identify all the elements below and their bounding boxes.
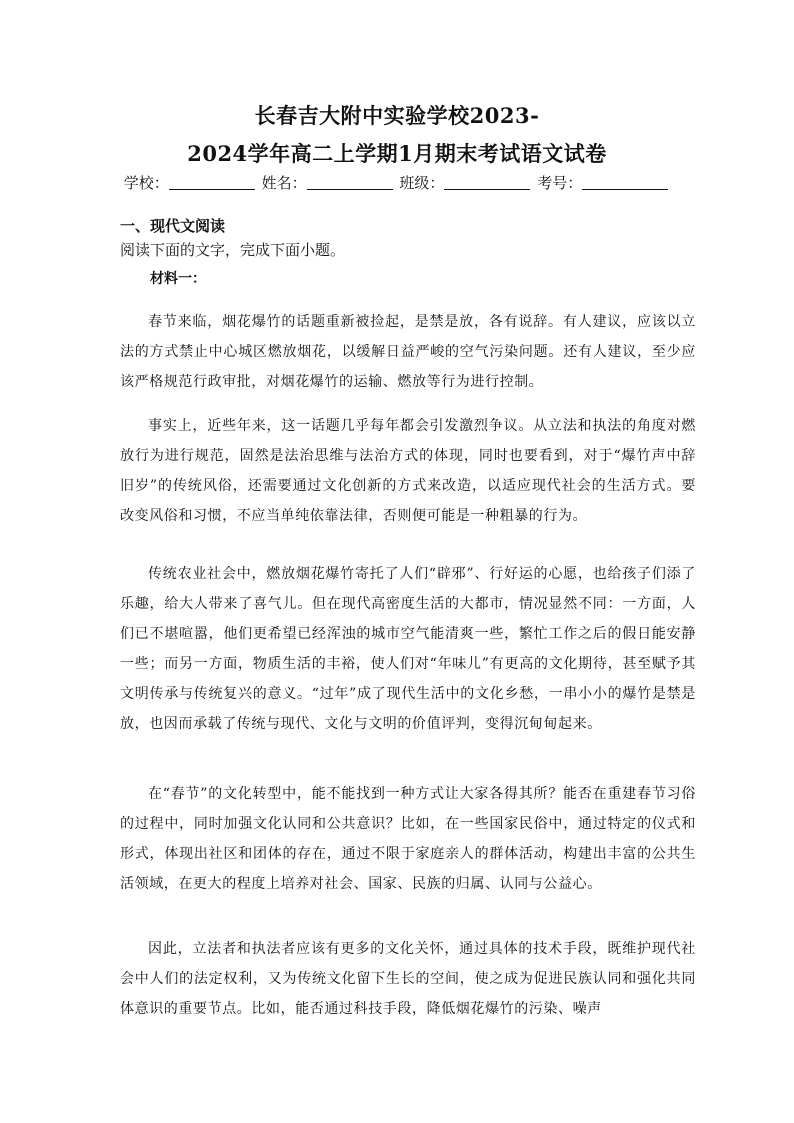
section-heading: 一、现代文阅读 <box>120 217 226 235</box>
paragraph-2: 事实上，近些年来，这一话题几乎每年都会引发激烈争议。从立法和执法的角度对燃放行为进行规范，固然是法治思维与法治方式的体现，同时也要看到，对于“爆竹声中辞旧岁”的传统风俗，还需要通过文化创新的方式来改造，以适应现代社会的生活方式。要改变风俗和习惯，不应当单纯依靠法律，否则便可能是一种粗暴的行为。 <box>120 418 696 524</box>
name-blank <box>307 189 393 190</box>
name-label: 姓名： <box>261 174 307 192</box>
paragraph-3: 传统农业社会中，燃放烟花爆竹寄托了人们“辟邪”、行好运的心愿，也给孩子们添了乐趣，给大人带来了喜气儿。但在现代高密度生活的大都市，情况显然不同：一方面，人们已不堪喧嚣，他们更希望已经浑浊的城市空气能清爽一些，繁忙工作之后的假日能安静一些；而另一方面，物质生活的丰裕，使人们对“年味儿”有更高的文化期待，甚至赋予其文明传承与传统复兴的意义。“过年”成了现代生活中的文化乡愁，一串小小的爆竹是禁是放，也因而承载了传统与现代、文化与文明的价值评判，变得沉甸甸起来。 <box>120 566 696 732</box>
paragraph-5: 因此，立法者和执法者应该有更多的文化关怀，通过具体的技术手段，既维护现代社会中人们的法定权利，又为传统文化留下生长的空间，使之成为促进民族认同和强化共同体意识的重要节点。比如，能否通过科技手段，降低烟花爆竹的污染、噪声 <box>120 941 696 1017</box>
document-title-line-2: 2024学年高二上学期1月期末考试语文试卷 <box>187 141 607 166</box>
material-label: 材料一： <box>150 271 206 287</box>
class-label: 班级： <box>399 174 445 192</box>
paragraph-4: 在“春节”的文化转型中，能不能找到一种方式让大家各得其所？能否在重建春节习俗的过程中，同时加强文化认同和公共意识？比如，在一些国家民俗中，通过特定的仪式和形式，体现出社区和团体的存在，通过不限于家庭亲人的群体活动，构建出丰富的公共生活领域，在更大的程度上培养对社会、国家、民族的归属、认同与公益心。 <box>120 786 696 892</box>
document-title-line-1: 长春吉大附中实验学校2023- <box>254 103 540 128</box>
student-info-line <box>0 172 794 193</box>
school-label: 学校： <box>123 174 169 192</box>
school-blank <box>169 189 255 190</box>
class-blank <box>444 189 530 190</box>
exam-number-label: 考号： <box>537 174 583 192</box>
exam-number-blank <box>582 189 668 190</box>
paragraph-1: 春节来临，烟花爆竹的话题重新被捡起，是禁是放，各有说辞。有人建议，应该以立法的方式禁止中心城区燃放烟花，以缓解日益严峻的空气污染问题。还有人建议，至少应该严格规范行政审批，对烟花爆竹的运输、燃放等行为进行控制。 <box>120 314 696 390</box>
reading-instruction: 阅读下面的文字，完成下面小题。 <box>120 241 346 259</box>
